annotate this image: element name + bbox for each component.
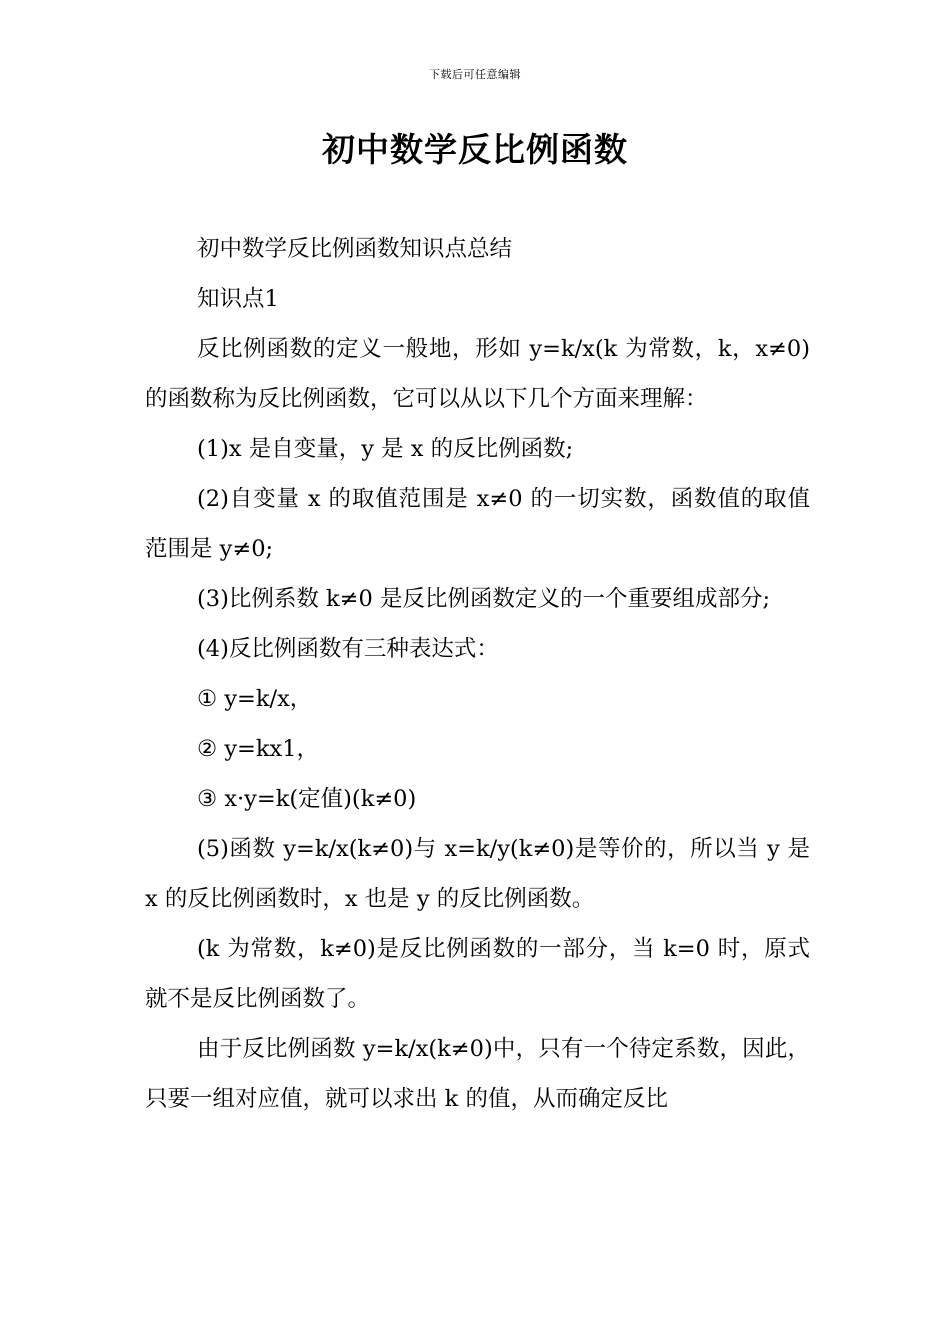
paragraph-subtitle: 初中数学反比例函数知识点总结: [197, 236, 513, 262]
paragraph-coefficient: 由于反比例函数 y=k/x(k≠0)中，只有一个待定系数，因此，只要一组对应值，就可以求出 k 的值，从而确定反比: [145, 1036, 810, 1112]
paragraph-item-5: (5)函数 y=k/x(k≠0)与 x=k/y(k≠0)是等价的，所以当 y 是 x 的反比例函数时，x 也是 y 的反比例函数。: [145, 836, 810, 912]
paragraph-expression-3: ③ x·y=k(定值)(k≠0): [197, 786, 417, 812]
paragraph-item-3: (3)比例系数 k≠0 是反比例函数定义的一个重要组成部分;: [197, 586, 771, 612]
paragraph-k-note: (k 为常数，k≠0)是反比例函数的一部分，当 k=0 时，原式就不是反比例函数了。: [145, 936, 810, 1012]
paragraph-expression-2: ② y=kx1，: [197, 736, 320, 762]
paragraph-knowledge-point: 知识点1: [197, 286, 279, 312]
header-note: 下载后可任意编辑: [429, 68, 521, 81]
paragraph-expression-1: ① y=k/x，: [197, 686, 313, 712]
paragraph-item-1: (1)x 是自变量，y 是 x 的反比例函数;: [197, 436, 574, 462]
page-title: 初中数学反比例函数: [322, 130, 628, 169]
paragraph-definition: 反比例函数的定义一般地，形如 y=k/x(k 为常数，k，x≠0)的函数称为反比例函数，它可以从以下几个方面来理解：: [145, 336, 810, 412]
paragraph-item-2: (2)自变量 x 的取值范围是 x≠0 的一切实数，函数值的取值范围是 y≠0;: [145, 486, 810, 562]
document-body: [145, 224, 810, 1124]
paragraph-item-4: (4)反比例函数有三种表达式：: [197, 636, 499, 662]
